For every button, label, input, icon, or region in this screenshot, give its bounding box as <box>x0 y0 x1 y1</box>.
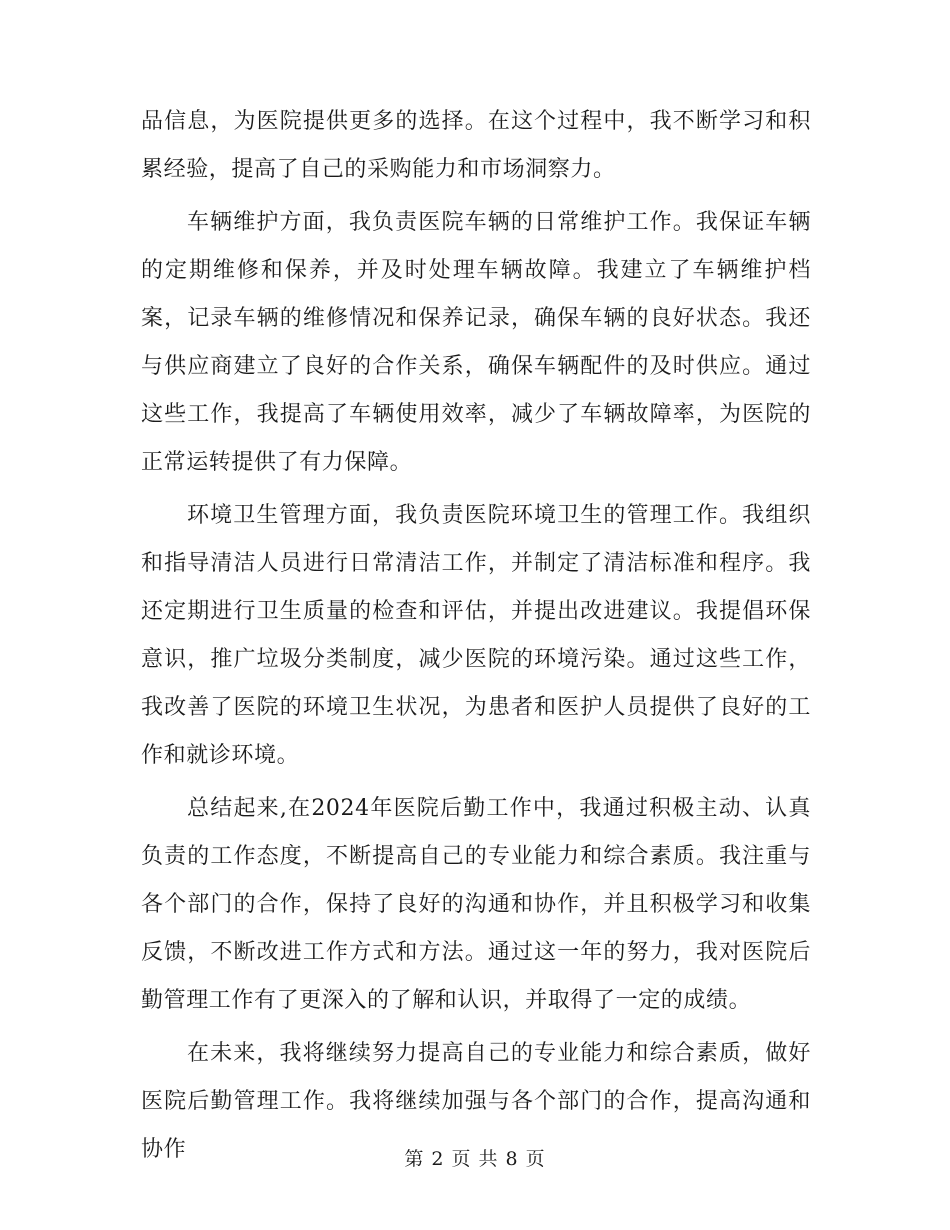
paragraph-future-plans: 在未来，我将继续努力提高自己的专业能力和综合素质，做好医院后勤管理工作。我将继续加强与各个部门的合作，提高沟通和协作 <box>141 1041 811 1162</box>
page-number-footer: 第 2 页 共 8 页 <box>404 1148 546 1170</box>
document-body <box>141 98 811 1179</box>
paragraph-environmental-hygiene: 环境卫生管理方面，我负责医院环境卫生的管理工作。我组织和指导清洁人员进行日常清洁工作，并制定了清洁标准和程序。我还定期进行卫生质量的检查和评估，并提出改进建议。我提倡环保意识，推广垃圾分类制度，减少医院的环境污染。通过这些工作，我改善了医院的环境卫生状况，为患者和医护人员提供了良好的工作和就诊环境。 <box>141 503 811 768</box>
paragraph-summary: 总结起来,在2024年医院后勤工作中，我通过积极主动、认真负责的工作态度，不断提高自己的专业能力和综合素质。我注重与各个部门的合作，保持了良好的沟通和协作，并且积极学习和收集反馈，不断改进工作方式和方法。通过这一年的努力，我对医院后勤管理工作有了更深入的了解和认识，并取得了一定的成绩。 <box>141 796 811 1013</box>
paragraph-vehicle-maintenance: 车辆维护方面，我负责医院车辆的日常维护工作。我保证车辆的定期维修和保养，并及时处理车辆故障。我建立了车辆维护档案，记录车辆的维修情况和保养记录，确保车辆的良好状态。我还与供应商建立了良好的合作关系，确保车辆配件的及时供应。通过这些工作，我提高了车辆使用效率，减少了车辆故障率，为医院的正常运转提供了有力保障。 <box>141 210 811 475</box>
paragraph-purchasing-end: 品信息，为医院提供更多的选择。在这个过程中，我不断学习和积累经验，提高了自己的采购能力和市场洞察力。 <box>141 109 811 182</box>
